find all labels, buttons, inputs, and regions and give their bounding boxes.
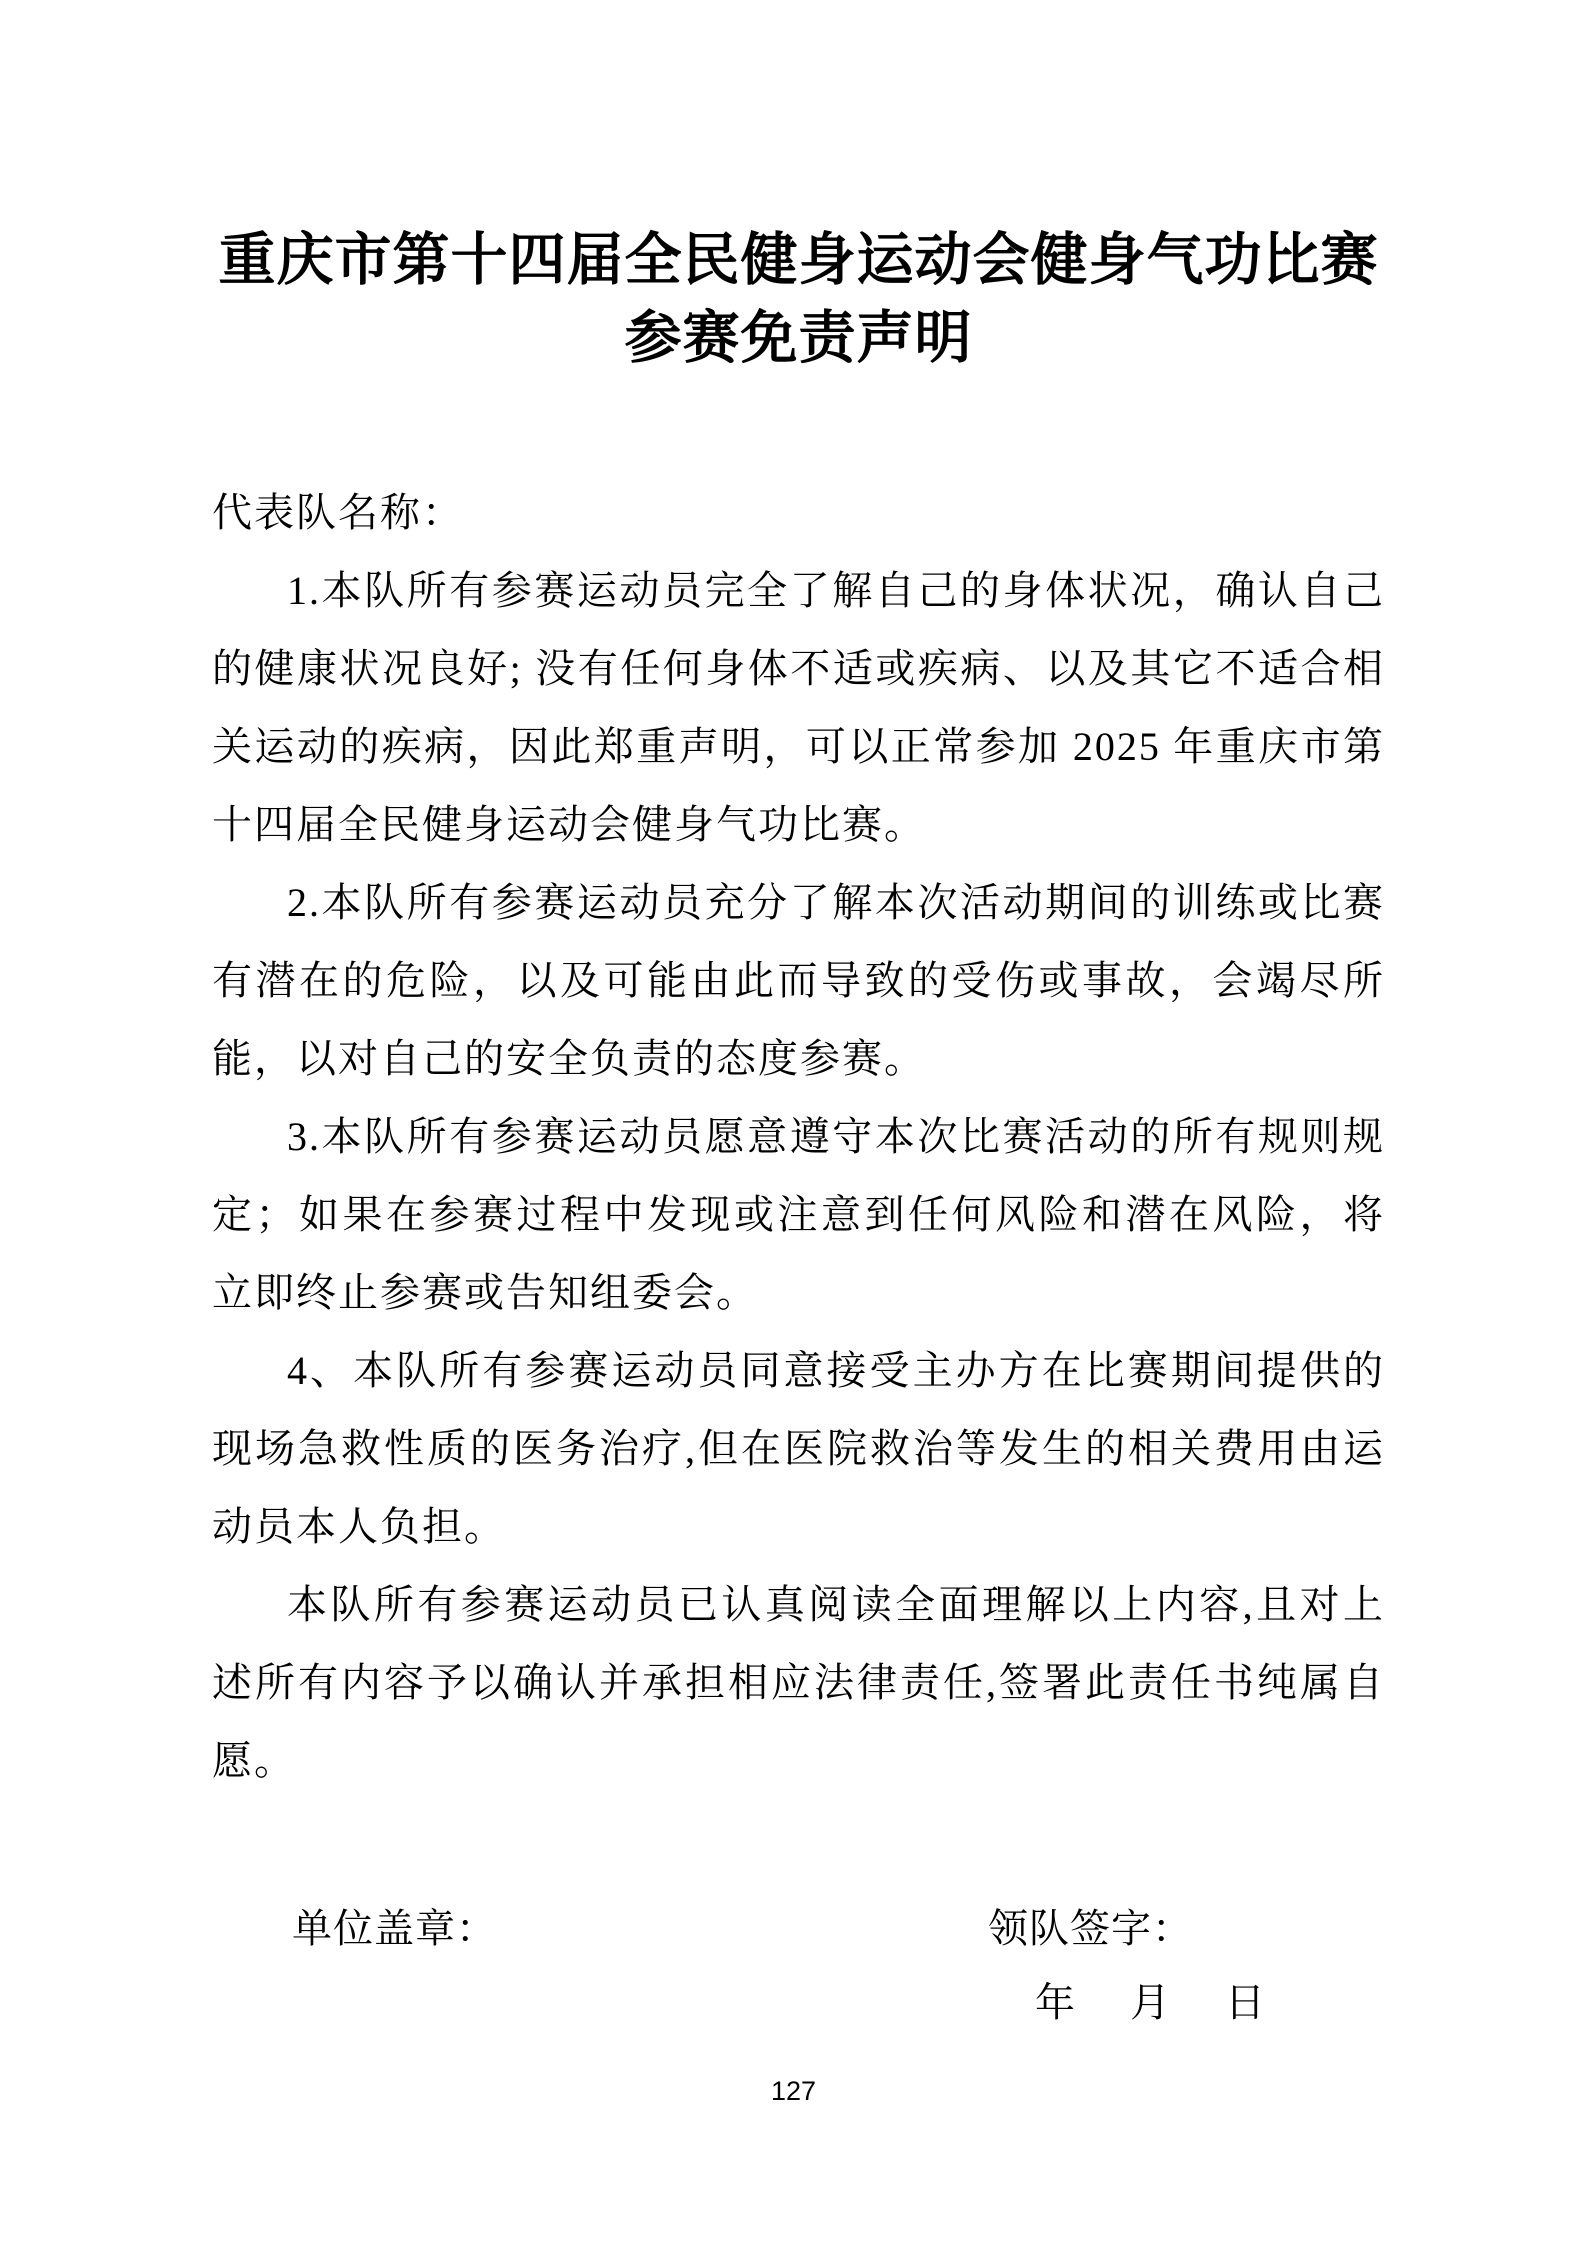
team-name-label: 代表队名称： <box>212 490 464 535</box>
paragraph-1: 1.本队所有参赛运动员完全了解自己的身体状况，确认自己的健康状况良好; 没有任何身体不适或疾病、以及其它不适合相关运动的疾病，因此郑重声明，可以正常参加 2025 年重庆市第十四届全民健身运动会健身气功比赛。 <box>212 568 1385 847</box>
paragraph-4: 4、本队所有参赛运动员同意接受主办方在比赛期间提供的现场急救性质的医务治疗,但在医院救治等发生的相关费用由运动员本人负担。 <box>212 1348 1385 1549</box>
date-day-label: 日 <box>1225 1980 1265 2025</box>
paragraph-2: 2.本队所有参赛运动员充分了解本次活动期间的训练或比赛有潜在的危险，以及可能由此而导致的受伤或事故，会竭尽所能，以对自己的安全负责的态度参赛。 <box>212 880 1385 1081</box>
page-number: 127 <box>770 2076 817 2106</box>
document-body <box>212 474 1385 1800</box>
closing-paragraph: 本队所有参赛运动员已认真阅读全面理解以上内容,且对上述所有内容予以确认并承担相应法律责任,签署此责任书纯属自愿。 <box>212 1582 1385 1783</box>
team-leader-signature-label: 领队签字： <box>988 1906 1193 1951</box>
paragraph-3: 3.本队所有参赛运动员愿意遵守本次比赛活动的所有规则规定；如果在参赛过程中发现或注意到任何风险和潜在风险，将立即终止参赛或告知组委会。 <box>212 1114 1385 1315</box>
document-title <box>212 222 1385 378</box>
date-month-label: 月 <box>1130 1980 1170 2025</box>
date-line <box>1035 1964 1265 2042</box>
title-line-1: 重庆市第十四届全民健身运动会健身气功比赛 <box>218 229 1379 292</box>
unit-seal-label: 单位盖章： <box>292 1906 497 1951</box>
title-line-2: 参赛免责声明 <box>624 307 973 370</box>
date-year-label: 年 <box>1035 1980 1075 2025</box>
